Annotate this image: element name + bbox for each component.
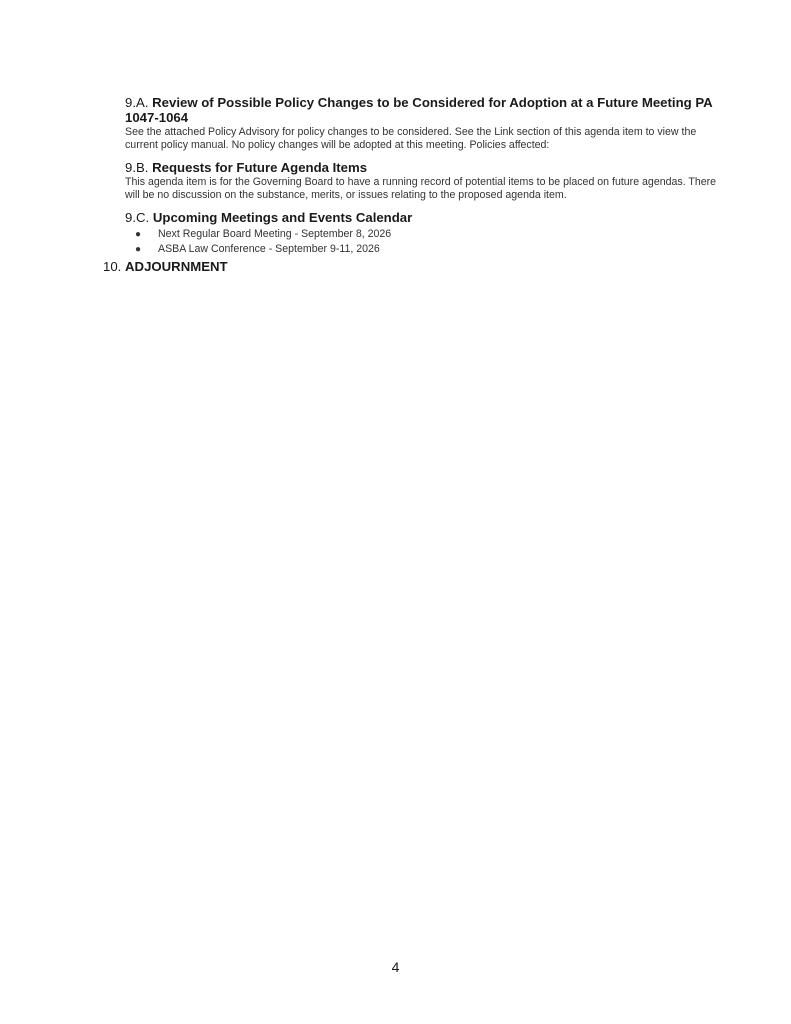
agenda-item-number: 9.C. xyxy=(125,210,150,226)
page-number: 4 xyxy=(391,959,400,975)
agenda-content xyxy=(125,95,725,266)
adjournment-number: 10. xyxy=(103,259,122,274)
agenda-item-description: See the attached Policy Advisory for policy changes to be considered. See the Link section of this agenda item to view the current policy manual. No policy changes will be adopted at this meeting. Policies affected: xyxy=(125,126,697,151)
agenda-item-title: Requests for Future Agenda Items xyxy=(152,160,368,176)
agenda-item-description: This agenda item is for the Governing Board to have a running record of potential items to be placed on future agendas. There will be no discussion on the substance, merits, or issues relating to the proposed agenda item. xyxy=(125,176,717,201)
agenda-item-heading xyxy=(125,95,725,125)
list-item xyxy=(125,227,725,242)
list-item xyxy=(125,242,725,257)
event-text: Next Regular Board Meeting - September 8, 2026 xyxy=(158,228,392,241)
agenda-item-9a xyxy=(125,95,725,151)
agenda-item-heading xyxy=(125,210,725,225)
agenda-item-9b xyxy=(125,160,725,201)
events-list xyxy=(125,227,725,257)
bullet-icon: ● xyxy=(135,229,142,241)
agenda-item-heading xyxy=(125,160,725,175)
adjournment-title: ADJOURNMENT xyxy=(125,259,228,274)
agenda-item-number: 9.A. xyxy=(125,95,149,110)
bullet-icon: ● xyxy=(135,244,142,256)
event-text: ASBA Law Conference - September 9-11, 2026 xyxy=(158,243,380,256)
agenda-item-title: Upcoming Meetings and Events Calendar xyxy=(152,210,413,226)
agenda-item-9c xyxy=(125,210,725,257)
adjournment-heading xyxy=(103,259,228,274)
agenda-item-number: 9.B. xyxy=(125,160,149,176)
agenda-item-title: Review of Possible Policy Changes to be Considered for Adoption at a Future Meeting PA 1047-1064 xyxy=(125,95,713,125)
